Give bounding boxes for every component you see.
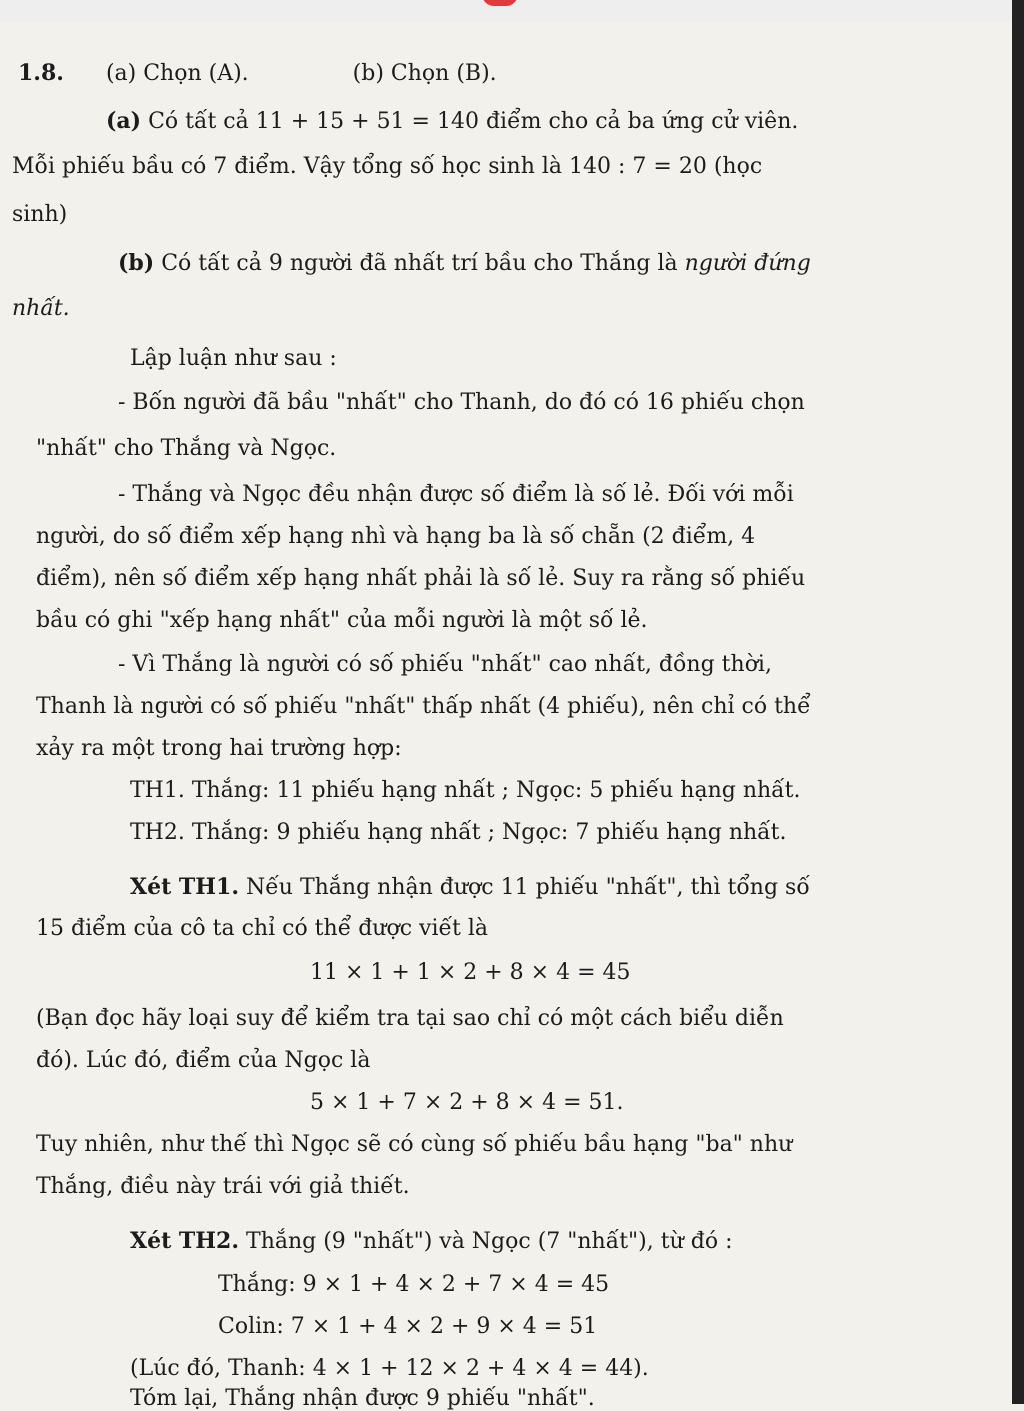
document-page (0, 22, 1012, 1411)
case2-equation-3: (Lúc đó, Thanh: 4 × 1 + 12 × 2 + 4 × 4 = 44). (130, 1356, 649, 1381)
right-edge-bar (1012, 0, 1024, 1404)
case-th2: TH2. Thắng: 9 phiếu hạng nhất ; Ngọc: 7 phiếu hạng nhất. (130, 820, 787, 845)
exercise-number: 1.8. (18, 60, 64, 86)
part-a-label: (a) (106, 108, 142, 134)
part-a-line-3: sinh) (12, 202, 68, 227)
case1-line-1 (130, 872, 810, 903)
part-b-line-2: nhất. (12, 296, 70, 321)
reasoning-p2-line-1: - Thắng và Ngọc đều nhận được số điểm là số lẻ. Đối với mỗi (118, 482, 794, 507)
case1-line-5: Tuy nhiên, như thế thì Ngọc sẽ có cùng số phiếu bầu hạng "ba" như (36, 1132, 793, 1157)
case1-text-1: Nếu Thắng nhận được 11 phiếu "nhất", thì tổng số (246, 875, 810, 900)
case1-line-6: Thắng, điều này trái với giả thiết. (36, 1174, 410, 1199)
part-b-text-1: Có tất cả 9 người đã nhất trí bầu cho Thắng là (161, 251, 678, 276)
case2-line-1 (130, 1226, 732, 1257)
case2-equation-1: Thắng: 9 × 1 + 4 × 2 + 7 × 4 = 45 (218, 1272, 610, 1297)
case2-text-1: Thắng (9 "nhất") và Ngọc (7 "nhất"), từ đó : (246, 1229, 733, 1254)
reasoning-p2-line-4: bầu có ghi "xếp hạng nhất" của mỗi người là một số lẻ. (36, 608, 648, 633)
top-bar (0, 0, 1024, 22)
case1-line-3: (Bạn đọc hãy loại suy để kiểm tra tại sao chỉ có một cách biểu diễn (36, 1006, 784, 1031)
reasoning-p3-line-1: - Vì Thắng là người có số phiếu "nhất" cao nhất, đồng thời, (118, 652, 772, 677)
case2-label: Xét TH2. (130, 1228, 240, 1254)
part-b-line-1 (118, 248, 811, 279)
case2-equation-2: Colin: 7 × 1 + 4 × 2 + 9 × 4 = 51 (218, 1314, 598, 1339)
part-a-line-2: Mỗi phiếu bầu có 7 điểm. Vậy tổng số học sinh là 140 : 7 = 20 (học (12, 154, 763, 179)
header-line (18, 58, 497, 89)
choice-b: (b) Chọn (B). (352, 61, 497, 86)
part-a-line-1 (106, 106, 798, 137)
reasoning-p3-line-3: xảy ra một trong hai trường hợp: (36, 736, 402, 761)
case-th1: TH1. Thắng: 11 phiếu hạng nhất ; Ngọc: 5 phiếu hạng nhất. (130, 778, 801, 803)
case1-label: Xét TH1. (130, 874, 240, 900)
reasoning-p2-line-3: điểm), nên số điểm xếp hạng nhất phải là số lẻ. Suy ra rằng số phiếu (36, 566, 806, 591)
reasoning-p2-line-2: người, do số điểm xếp hạng nhì và hạng ba là số chẵn (2 điểm, 4 (36, 524, 756, 549)
record-indicator (482, 0, 518, 6)
reasoning-p1-line-2: "nhất" cho Thắng và Ngọc. (36, 436, 337, 461)
reasoning-p3-line-2: Thanh là người có số phiếu "nhất" thấp nhất (4 phiếu), nên chỉ có thể (36, 694, 811, 719)
part-b-label: (b) (118, 250, 155, 276)
part-a-text-1: Có tất cả 11 + 15 + 51 = 140 điểm cho cả ba ứng cử viên. (148, 109, 799, 134)
reasoning-p1-line-1: - Bốn người đã bầu "nhất" cho Thanh, do đó có 16 phiếu chọn (118, 390, 805, 415)
reasoning-intro: Lập luận như sau : (130, 346, 337, 371)
case1-line-4: đó). Lúc đó, điểm của Ngọc là (36, 1048, 371, 1073)
choice-a: (a) Chọn (A). (105, 61, 249, 86)
case2-conclusion: Tóm lại, Thắng nhận được 9 phiếu "nhất". (130, 1386, 595, 1411)
part-b-italic-1: người đứng (684, 251, 811, 276)
case1-equation-1: 11 × 1 + 1 × 2 + 8 × 4 = 45 (310, 960, 631, 985)
case1-line-2: 15 điểm của cô ta chỉ có thể được viết là (36, 916, 489, 941)
case1-equation-2: 5 × 1 + 7 × 2 + 8 × 4 = 51. (310, 1090, 624, 1115)
